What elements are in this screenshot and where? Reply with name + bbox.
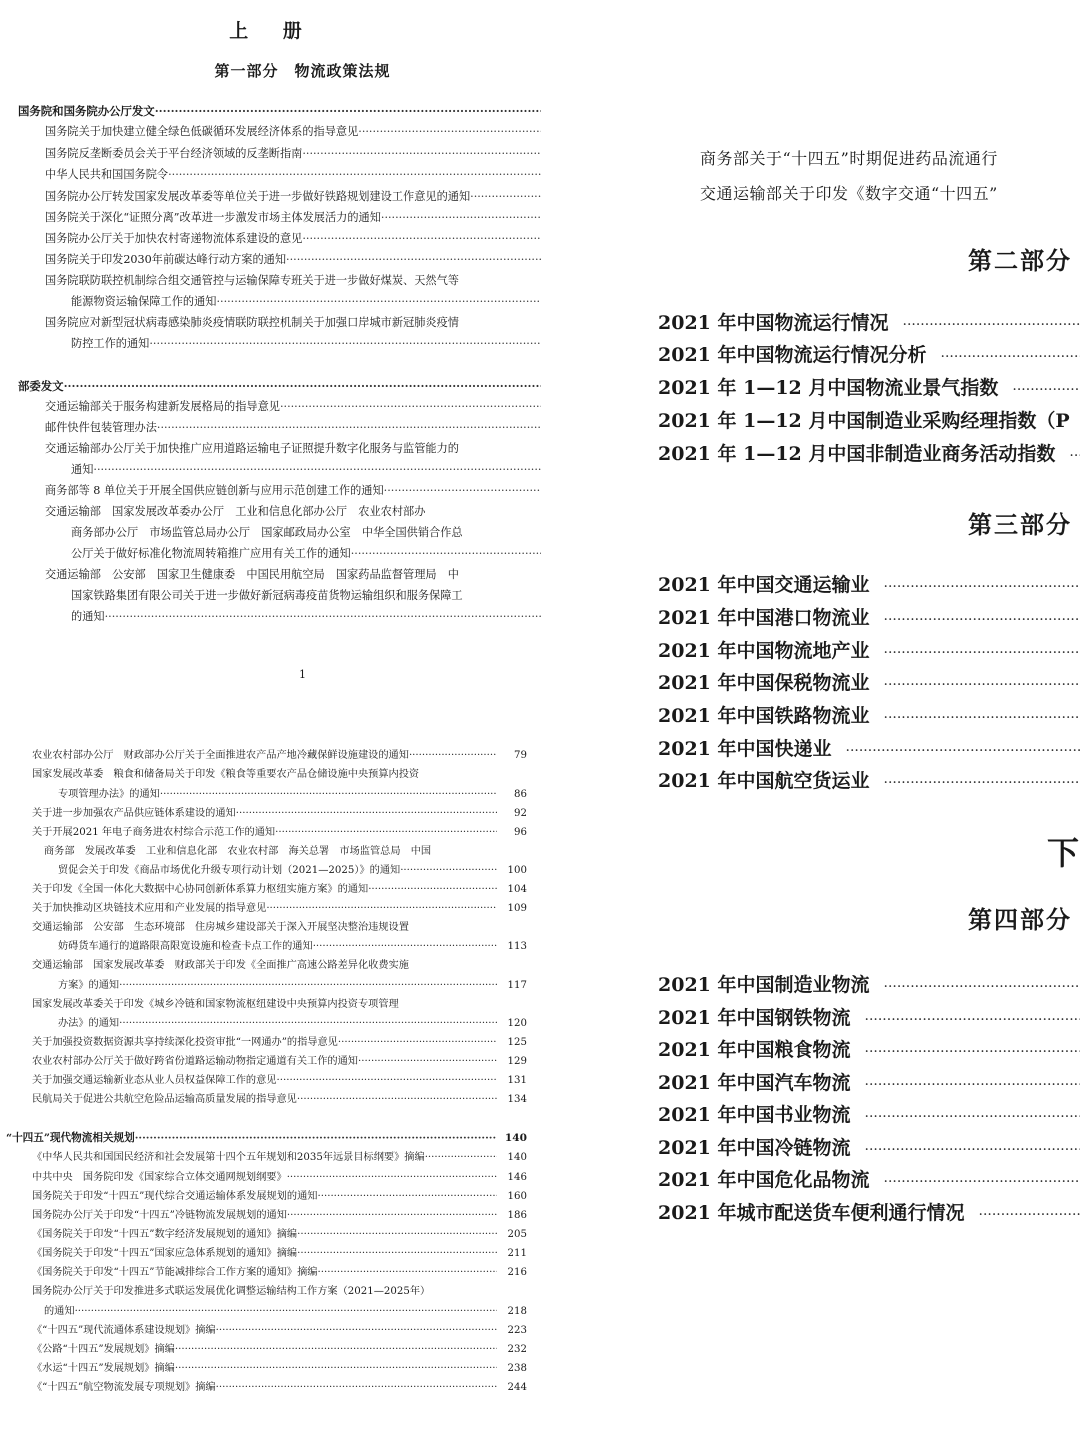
toc-entry — [658, 1100, 1080, 1127]
toc-leader-dots — [302, 146, 541, 162]
toc-entry-title: 专项管理办法》的通知 — [58, 789, 160, 800]
toc-entry — [32, 806, 527, 821]
toc-entry-title: 2021 年 1—12 月中国非制造业商务活动指数 — [658, 443, 1056, 465]
toc-leader-dots — [64, 378, 541, 394]
toc-leader-dots — [313, 939, 497, 954]
toc-entry — [45, 273, 541, 289]
toc-leader-dots — [317, 1189, 497, 1204]
volume-title: 上 册 — [229, 20, 316, 42]
toc-entry-title: 《国务院关于印发“十四五”数字经济发展规划的通知》摘编 — [32, 1229, 298, 1240]
toc-leader-dots — [870, 579, 1080, 595]
toc-entry — [45, 315, 541, 331]
toc-leader-dots — [216, 294, 541, 310]
toc-entry-title: 国务院关于深化“证照分离”改革进一步激发市场主体发展活力的通知 — [45, 211, 381, 224]
toc-entry-title: 的通知 — [71, 610, 105, 623]
toc-leader-dots — [409, 748, 497, 763]
toc-leader-dots — [266, 901, 497, 916]
toc-page-number: 104 — [507, 884, 527, 895]
toc-page-number: 211 — [507, 1248, 527, 1259]
volume-xia-title: 下 — [1047, 834, 1080, 872]
toc-leader-dots — [75, 1304, 497, 1319]
toc-entry-title: 方案》的通知 — [58, 980, 120, 991]
toc-page-number: 140 — [507, 1152, 527, 1163]
toc-leader-dots — [297, 1227, 497, 1242]
toc-page-number: 79 — [514, 750, 527, 761]
toc-page-number: 109 — [507, 903, 527, 914]
toc-entry-title: 交通运输部 公安部 生态环境部 住房城乡建设部关于深入开展坚决整治违规设置 — [32, 922, 409, 933]
toc-leader-dots — [1055, 448, 1080, 464]
toc-entry — [45, 504, 541, 520]
toc-section-heading — [6, 1131, 527, 1146]
toc-leader-dots — [889, 317, 1080, 333]
part3-title: 第三部分 — [968, 510, 1072, 539]
toc-leader-dots — [297, 1092, 497, 1107]
toc-entry — [32, 958, 527, 973]
toc-entry-title: 《国务院关于印发“十四五”国家应急体系规划的通知》摘编 — [32, 1248, 298, 1259]
toc-leader-dots — [351, 546, 541, 562]
toc-entry-title: 2021 年中国钢铁物流 — [658, 1007, 851, 1029]
toc-entry-title: 国务院联防联控机制综合组交通管控与运输保障专班关于进一步做好煤炭、天然气等 — [45, 274, 459, 287]
toc-entry-title: 2021 年中国港口物流业 — [658, 607, 870, 629]
toc-entry-title: 能源物资运输保障工作的通知 — [71, 295, 217, 308]
toc-leader-dots — [175, 1361, 497, 1376]
toc-leader-dots — [870, 1174, 1080, 1190]
toc-leader-dots — [286, 252, 541, 268]
toc-entry — [658, 308, 1080, 335]
toc-entry — [45, 420, 541, 436]
toc-leader-dots — [851, 1012, 1080, 1028]
toc-entry — [32, 1284, 527, 1299]
toc-entry — [658, 734, 1080, 761]
toc-leader-dots — [160, 787, 497, 802]
toc-entry-title: 交通运输部关于服务构建新发展格局的指导意见 — [45, 400, 280, 413]
toc-entry-title: 商务部等 8 单位关于开展全国供应链创新与应用示范创建工作的通知 — [45, 484, 384, 497]
toc-entry-title: 办法》的通知 — [58, 1018, 120, 1029]
toc-entry-title: 关于开展2021 年电子商务进农村综合示范工作的通知 — [32, 827, 276, 838]
toc-entry-title: 2021 年 1—12 月中国物流业景气指数 — [658, 377, 999, 399]
toc-entry — [658, 970, 1080, 997]
toc-entry — [45, 210, 541, 226]
toc-leader-dots — [870, 645, 1080, 661]
part2-title: 第二部分 — [968, 246, 1072, 275]
toc-page-number: 223 — [507, 1325, 527, 1336]
toc-entry — [45, 231, 541, 247]
toc-entry-title: 《“十四五”航空物流发展专项规划》摘编 — [32, 1382, 216, 1393]
toc-entry-title: 商务部关于“十四五”时期促进药品流通行 — [700, 149, 998, 168]
toc-entry — [45, 189, 541, 205]
toc-entry — [58, 1016, 527, 1031]
toc-entry-title: 交通运输部 国家发展改革委 财政部关于印发《全面推广高速公路差异化收费实施 — [32, 960, 409, 971]
toc-entry-title: 2021 年中国保税物流业 — [658, 672, 870, 694]
toc-entry — [45, 252, 541, 268]
toc-entry — [658, 766, 1080, 793]
toc-entry-title: 2021 年 1—12 月中国制造业采购经理指数（P — [658, 410, 1070, 432]
toc-page-number: 92 — [514, 808, 527, 819]
toc-entry — [658, 1165, 1080, 1192]
toc-leader-dots — [965, 1207, 1080, 1223]
toc-entry-title: 中共中央 国务院印发《国家综合立体交通网规划纲要》 — [32, 1172, 287, 1183]
toc-entry-title: 关于加快推动区块链技术应用和产业发展的指导意见 — [32, 903, 267, 914]
toc-leader-dots — [216, 1323, 497, 1338]
toc-entry-title: 国务院办公厅关于印发“十四五”冷链物流发展规划的通知 — [32, 1210, 287, 1221]
toc-leader-dots — [870, 979, 1080, 995]
toc-entry-title: 2021 年中国汽车物流 — [658, 1072, 851, 1094]
toc-entry — [45, 567, 541, 583]
toc-leader-dots — [277, 1073, 498, 1088]
toc-entry-title: 农业农村部办公厅关于做好跨省份道路运输动物指定通道有关工作的通知 — [32, 1056, 358, 1067]
toc-entry — [71, 462, 541, 478]
toc-entry-title: 防控工作的通知 — [71, 337, 150, 350]
toc-entry — [71, 588, 541, 604]
toc-entry — [32, 1361, 527, 1376]
toc-page-number: 86 — [514, 789, 527, 800]
toc-entry-title: 国家发展改革委关于印发《城乡冷链和国家物流枢纽建设中央预算内投资专项管理 — [32, 999, 399, 1010]
toc-entry-title: 国家发展改革委 粮食和储备局关于印发《粮食等重要农产品仓储设施中央预算内投资 — [32, 769, 420, 780]
toc-entry — [32, 1227, 527, 1242]
toc-entry-title: 2021 年中国物流运行情况分析 — [658, 344, 927, 366]
toc-section-heading — [18, 378, 541, 394]
toc-leader-dots — [851, 1142, 1080, 1158]
toc-entry — [58, 978, 527, 993]
toc-page-number: 205 — [507, 1229, 527, 1240]
toc-page-number: 113 — [507, 941, 527, 952]
toc-entry — [44, 844, 527, 859]
toc-page-3 — [640, 0, 1080, 1440]
toc-page-2 — [0, 720, 545, 1440]
toc-entry — [32, 1208, 527, 1223]
toc-entry-title: 《水运“十四五”发展规划》摘编 — [32, 1363, 175, 1374]
toc-leader-dots — [93, 462, 541, 478]
toc-entry-title: 2021 年城市配送货车便利通行情况 — [658, 1202, 965, 1224]
toc-leader-dots — [236, 806, 497, 821]
toc-page-number: 120 — [507, 1018, 527, 1029]
toc-entry-title: 邮件快件包装管理办法 — [45, 421, 157, 434]
toc-entry — [58, 863, 527, 878]
toc-entry — [32, 997, 527, 1012]
toc-page-number: 244 — [507, 1382, 527, 1393]
toc-entry — [71, 336, 541, 352]
toc-entry — [32, 1073, 527, 1088]
toc-entry — [658, 570, 1080, 597]
toc-entry-title: 交通运输部关于印发《数字交通“十四五” — [700, 184, 998, 203]
toc-page-number: 100 — [507, 865, 527, 876]
toc-page-number: 125 — [507, 1037, 527, 1048]
toc-entry — [45, 399, 541, 415]
toc-entry-title: 关于加强投资数据资源共享持续深化投资审批“一网通办”的指导意见 — [32, 1037, 338, 1048]
toc-leader-dots — [119, 1016, 497, 1031]
toc-leader-dots — [297, 1246, 497, 1261]
toc-entry-title: 通知 — [71, 463, 94, 476]
toc-entry-title: 2021 年中国制造业物流 — [658, 974, 870, 996]
toc-entry — [44, 1304, 527, 1319]
toc-page-number: 131 — [507, 1075, 527, 1086]
part-title: 第一部分 物流政策法规 — [214, 62, 391, 80]
toc-entry — [658, 340, 1080, 367]
toc-entry-title: 2021 年中国粮食物流 — [658, 1039, 851, 1061]
toc-entry — [71, 294, 541, 310]
toc-entry-title: 2021 年中国物流运行情况 — [658, 312, 889, 334]
toc-leader-dots — [157, 420, 541, 436]
toc-entry — [32, 1054, 527, 1069]
toc-leader-dots — [119, 978, 497, 993]
toc-leader-dots — [368, 882, 497, 897]
toc-page-number: 160 — [507, 1191, 527, 1202]
page-number: 1 — [299, 668, 306, 681]
toc-entry — [658, 439, 1080, 466]
toc-leader-dots — [168, 167, 541, 183]
toc-entry — [658, 701, 1080, 728]
toc-entry-title: 国务院反垄断委员会关于平台经济领域的反垄断指南 — [45, 147, 303, 160]
toc-entry — [32, 920, 527, 935]
toc-entry-title: 民航局关于促进公共航空危险品运输高质量发展的指导意见 — [32, 1094, 297, 1105]
toc-leader-dots — [381, 210, 541, 226]
toc-page-number: 186 — [507, 1210, 527, 1221]
toc-entry-title: 的通知 — [44, 1306, 75, 1317]
toc-leader-dots — [400, 863, 497, 878]
toc-entry — [32, 1342, 527, 1357]
toc-leader-dots — [155, 103, 541, 119]
toc-leader-dots — [870, 710, 1080, 726]
toc-entry — [658, 1003, 1080, 1030]
toc-entry-title: 商务部办公厅 市场监管总局办公厅 国家邮政局办公室 中华全国供销合作总 — [71, 526, 463, 539]
toc-leader-dots — [998, 382, 1080, 398]
toc-leader-dots — [287, 1208, 497, 1223]
toc-leader-dots — [105, 609, 541, 625]
toc-entry-title: 2021 年中国物流地产业 — [658, 640, 870, 662]
toc-leader-dots — [870, 677, 1080, 693]
toc-entry-title: 2021 年中国危化品物流 — [658, 1169, 870, 1191]
toc-leader-dots — [470, 189, 541, 205]
toc-entry — [658, 1133, 1080, 1160]
toc-entry — [32, 1380, 527, 1395]
toc-leader-dots — [317, 1265, 497, 1280]
toc-entry-title: 交通运输部 公安部 国家卫生健康委 中国民用航空局 国家药品监督管理局 中 — [45, 568, 459, 581]
toc-entry-title: 《“十四五”现代流通体系建设规划》摘编 — [32, 1325, 216, 1336]
toc-entry-title: 2021 年中国铁路物流业 — [658, 705, 870, 727]
toc-leader-dots — [302, 231, 541, 247]
toc-entry — [32, 748, 527, 763]
toc-page-number: 238 — [507, 1363, 527, 1374]
toc-leader-dots — [870, 612, 1080, 628]
toc-entry — [58, 787, 527, 802]
toc-page-number: 96 — [514, 827, 527, 838]
toc-entry — [71, 525, 541, 541]
toc-entry — [32, 1189, 527, 1204]
toc-leader-dots — [280, 399, 541, 415]
toc-entry — [658, 1068, 1080, 1095]
toc-entry — [45, 441, 541, 457]
toc-entry-title: 国家铁路集团有限公司关于进一步做好新冠病毒疫苗货物运输组织和服务保障工 — [71, 589, 463, 602]
toc-leader-dots — [275, 825, 497, 840]
toc-leader-dots — [175, 1342, 497, 1357]
toc-leader-dots — [287, 1170, 497, 1185]
toc-leader-dots — [870, 775, 1080, 791]
toc-entry — [32, 1170, 527, 1185]
toc-leader-dots — [927, 349, 1080, 365]
toc-entry — [658, 603, 1080, 630]
toc-entry-title: 部委发文 — [18, 379, 64, 393]
toc-entry-title: 《国务院关于印发“十四五”节能减排综合工作方案的通知》摘编 — [32, 1267, 318, 1278]
toc-entry-title: 国务院应对新型冠状病毒感染肺炎疫情联防联控机制关于加强口岸城市新冠肺炎疫情 — [45, 316, 459, 329]
toc-entry-title: 妨碍货车通行的道路限高限宽设施和检查卡点工作的通知 — [58, 941, 313, 952]
toc-entry — [658, 1035, 1080, 1062]
toc-entry — [32, 1150, 527, 1165]
toc-entry — [58, 939, 527, 954]
toc-entry-title: 2021 年中国书业物流 — [658, 1104, 851, 1126]
toc-entry-title: 2021 年中国快递业 — [658, 738, 832, 760]
toc-entry-title: 商务部 发展改革委 工业和信息化部 农业农村部 海关总署 市场监管总局 中国 — [44, 846, 432, 857]
toc-page-1 — [0, 0, 545, 700]
toc-entry — [32, 825, 527, 840]
toc-entry-title: 2021 年中国冷链物流 — [658, 1137, 851, 1159]
toc-entry — [45, 124, 541, 140]
toc-entry-title: 《中华人民共和国国民经济和社会发展第十四个五年规划和2035年远景目标纲要》摘编 — [32, 1152, 425, 1163]
toc-entry-title: 《公路“十四五”发展规划》摘编 — [32, 1344, 175, 1355]
toc-entry — [45, 167, 541, 183]
toc-entry — [32, 1323, 527, 1338]
toc-entry — [71, 546, 541, 562]
toc-entry-title: 2021 年中国航空货运业 — [658, 770, 870, 792]
toc-page-number: 232 — [507, 1344, 527, 1355]
toc-leader-dots — [851, 1109, 1080, 1125]
toc-entry — [658, 668, 1080, 695]
toc-entry-title: 关于进一步加强农产品供应链体系建设的通知 — [32, 808, 236, 819]
toc-leader-dots — [338, 1035, 497, 1050]
toc-page-number: 216 — [507, 1267, 527, 1278]
toc-entry — [658, 1198, 1080, 1225]
toc-entry — [658, 636, 1080, 663]
toc-entry-title: 国务院办公厅转发国家发展改革委等单位关于进一步做好铁路规划建设工作意见的通知 — [45, 190, 471, 203]
toc-entry-title: 国务院关于加快建立健全绿色低碳循环发展经济体系的指导意见 — [45, 125, 359, 138]
toc-page-number: 129 — [507, 1056, 527, 1067]
toc-entry-title: 关于印发《全国一体化大数据中心协同创新体系算力枢纽实施方案》的通知 — [32, 884, 369, 895]
toc-entry-title: 公厅关于做好标准化物流周转箱推广应用有关工作的通知 — [71, 547, 351, 560]
toc-leader-dots — [851, 1044, 1080, 1060]
toc-entry — [32, 901, 527, 916]
toc-entry — [32, 767, 527, 782]
toc-entry-title: “十四五”现代物流相关规划 — [6, 1132, 135, 1144]
toc-entry-title: 贸促会关于印发《商品市场优化升级专项行动计划（2021—2025）》的通知 — [58, 865, 401, 876]
toc-leader-dots — [832, 743, 1080, 759]
toc-entry — [32, 1035, 527, 1050]
toc-entry-title: 农业农村部办公厅 财政部办公厅关于全面推进农产品产地冷藏保鲜设施建设的通知 — [32, 750, 409, 761]
toc-entry-title: 2021 年中国交通运输业 — [658, 574, 870, 596]
toc-entry-title: 国务院办公厅关于印发推进多式联运发展优化调整运输结构工作方案（2021—2025年） — [32, 1286, 431, 1297]
toc-entry-title: 中华人民共和国国务院令 — [45, 168, 169, 181]
toc-entry-title: 国务院和国务院办公厅发文 — [18, 104, 155, 118]
toc-entry — [658, 406, 1080, 433]
toc-entry — [32, 1265, 527, 1280]
toc-entry-title: 国务院办公厅关于加快农村寄递物流体系建设的意见 — [45, 232, 303, 245]
toc-entry — [658, 373, 1080, 400]
toc-leader-dots — [149, 336, 541, 352]
toc-entry-title: 国务院关于印发2030年前碳达峰行动方案的通知 — [45, 253, 287, 266]
toc-entry-title: 国务院关于印发“十四五”现代综合交通运输体系发展规划的通知 — [32, 1191, 318, 1202]
toc-leader-dots — [425, 1150, 497, 1165]
toc-entry-title: 关于加强交通运输新业态从业人员权益保障工作的意见 — [32, 1075, 277, 1086]
toc-entry — [32, 1246, 527, 1261]
toc-entry-title: 交通运输部办公厅关于加快推广应用道路运输电子证照提升数字化服务与监管能力的 — [45, 442, 459, 455]
toc-page-number: 218 — [507, 1306, 527, 1317]
toc-entry — [32, 882, 527, 897]
toc-entry — [45, 146, 541, 162]
toc-entry-title: 交通运输部 国家发展改革委办公厅 工业和信息化部办公厅 农业农村部办 — [45, 505, 426, 518]
toc-leader-dots — [358, 124, 541, 140]
toc-leader-dots — [358, 1054, 497, 1069]
toc-leader-dots — [135, 1131, 497, 1146]
toc-section-heading — [18, 103, 541, 119]
toc-leader-dots — [216, 1380, 497, 1395]
part4-title: 第四部分 — [968, 905, 1072, 934]
toc-leader-dots — [851, 1077, 1080, 1093]
toc-entry — [71, 609, 541, 625]
toc-page-number: 117 — [507, 980, 527, 991]
toc-entry — [45, 483, 541, 499]
toc-page-number: 134 — [507, 1094, 527, 1105]
toc-entry — [32, 1092, 527, 1107]
toc-page-number: 146 — [507, 1172, 527, 1183]
toc-leader-dots — [384, 483, 541, 499]
toc-page-number: 140 — [504, 1132, 527, 1144]
